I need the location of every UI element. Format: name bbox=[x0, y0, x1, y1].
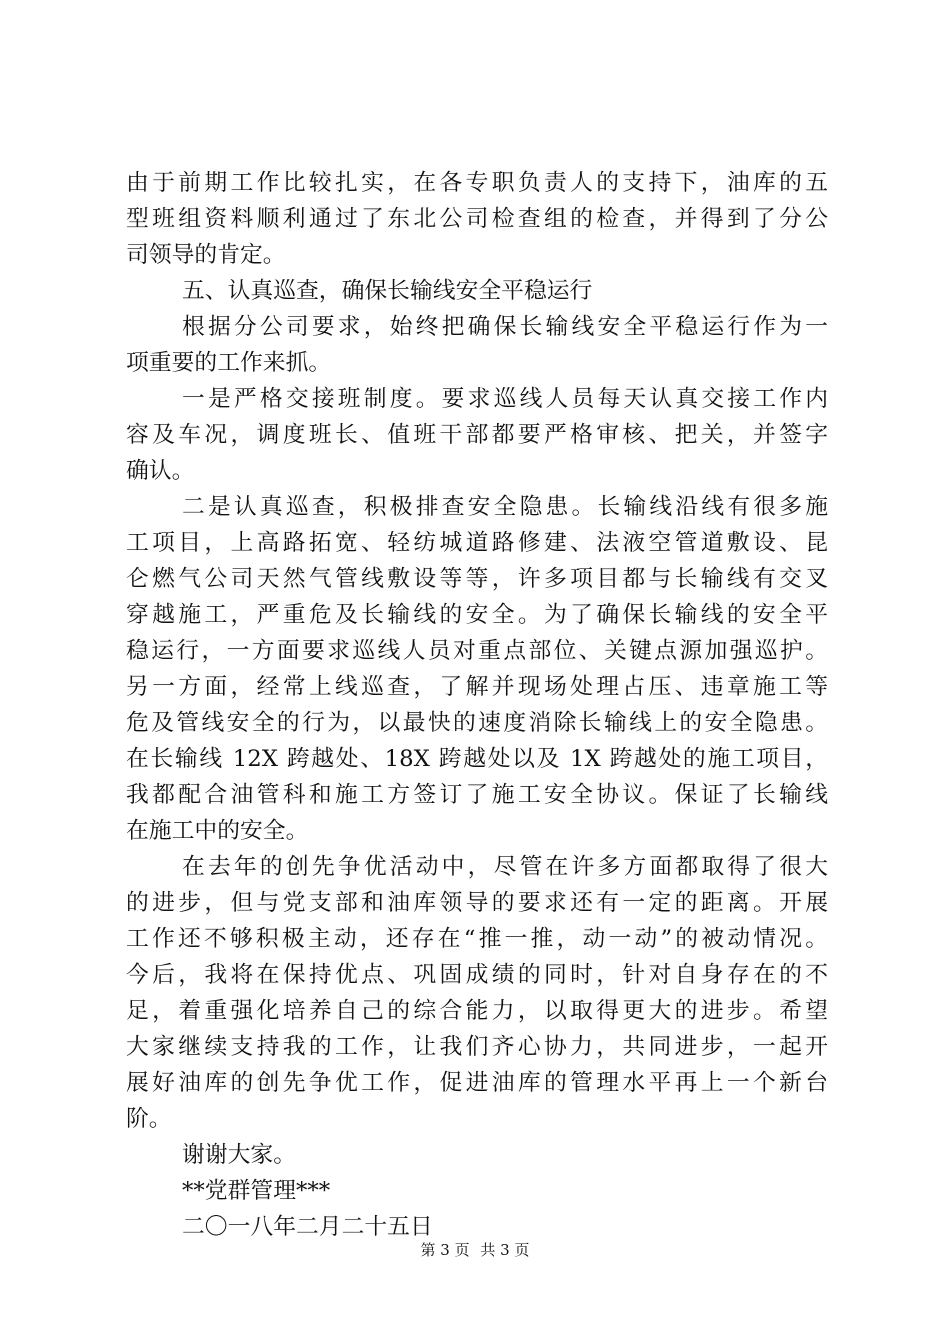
text-line: 工作还不够积极主动，还存在“推一推，动一动”的被动情况。 bbox=[126, 926, 828, 952]
text-line: 大家继续支持我的工作，让我们齐心协力，共同进步，一起开 bbox=[126, 1034, 828, 1060]
signature-date: 二〇一八年二月二十五日 bbox=[182, 1214, 433, 1240]
text-line: 工项目，上高路拓宽、轻纺城道路修建、法液空管道敷设、昆 bbox=[126, 530, 828, 556]
text-line: 由于前期工作比较扎实，在各专职负责人的支持下，油库的五 bbox=[126, 170, 828, 196]
text-line: 危及管线安全的行为，以最快的速度消除长输线上的安全隐患。 bbox=[126, 710, 828, 736]
text-line: 足，着重强化培养自己的综合能力，以取得更大的进步。希望 bbox=[126, 998, 828, 1024]
text-line: 另一方面，经常上线巡查，了解并现场处理占压、违章施工等 bbox=[126, 674, 828, 700]
text-line: 穿越施工，严重危及长输线的安全。为了确保长输线的安全平 bbox=[126, 602, 828, 628]
text-line: 容及车况，调度班长、值班干部都要严格审核、把关，并签字 bbox=[126, 422, 828, 448]
page-total: 共 3 页 bbox=[480, 1241, 530, 1259]
text-line: 的进步，但与党支部和油库领导的要求还有一定的距离。开展 bbox=[126, 890, 828, 916]
text-line: 展好油库的创先争优工作，促进油库的管理水平再上一个新台 bbox=[126, 1070, 828, 1096]
page-footer bbox=[0, 1240, 950, 1260]
text-line: 今后，我将在保持优点、巩固成绩的同时，针对自身存在的不 bbox=[126, 962, 828, 988]
text-line: 在长输线 12X 跨越处、18X 跨越处以及 1X 跨越处的施工项目， bbox=[126, 746, 828, 772]
text-line: 司领导的肯定。 bbox=[126, 242, 286, 268]
text-line: 仑燃气公司天然气管线敷设等等，许多项目都与长输线有交叉 bbox=[126, 566, 828, 592]
page-number: 第 3 页 bbox=[420, 1241, 470, 1259]
signature-name: **党群管理*** bbox=[182, 1178, 331, 1204]
text-line: 我都配合油管科和施工方签订了施工安全协议。保证了长输线 bbox=[126, 782, 828, 808]
text-line: 阶。 bbox=[126, 1106, 172, 1132]
closing-thanks: 谢谢大家。 bbox=[182, 1142, 296, 1168]
text-line: 一是严格交接班制度。要求巡线人员每天认真交接工作内 bbox=[182, 386, 828, 412]
text-line: 确认。 bbox=[126, 458, 195, 484]
text-line: 根据分公司要求，始终把确保长输线安全平稳运行作为一 bbox=[182, 314, 828, 340]
document-body bbox=[126, 165, 828, 1245]
text-line: 型班组资料顺利通过了东北公司检查组的检查，并得到了分公 bbox=[126, 206, 828, 232]
section-heading: 五、认真巡查，确保长输线安全平稳运行 bbox=[182, 278, 593, 304]
text-line: 在去年的创先争优活动中，尽管在许多方面都取得了很大 bbox=[182, 854, 828, 880]
text-line: 稳运行，一方面要求巡线人员对重点部位、关键点源加强巡护。 bbox=[126, 638, 828, 664]
text-line: 项重要的工作来抓。 bbox=[126, 350, 332, 376]
text-line: 在施工中的安全。 bbox=[126, 818, 309, 844]
text-line: 二是认真巡查，积极排查安全隐患。长输线沿线有很多施 bbox=[182, 494, 828, 520]
